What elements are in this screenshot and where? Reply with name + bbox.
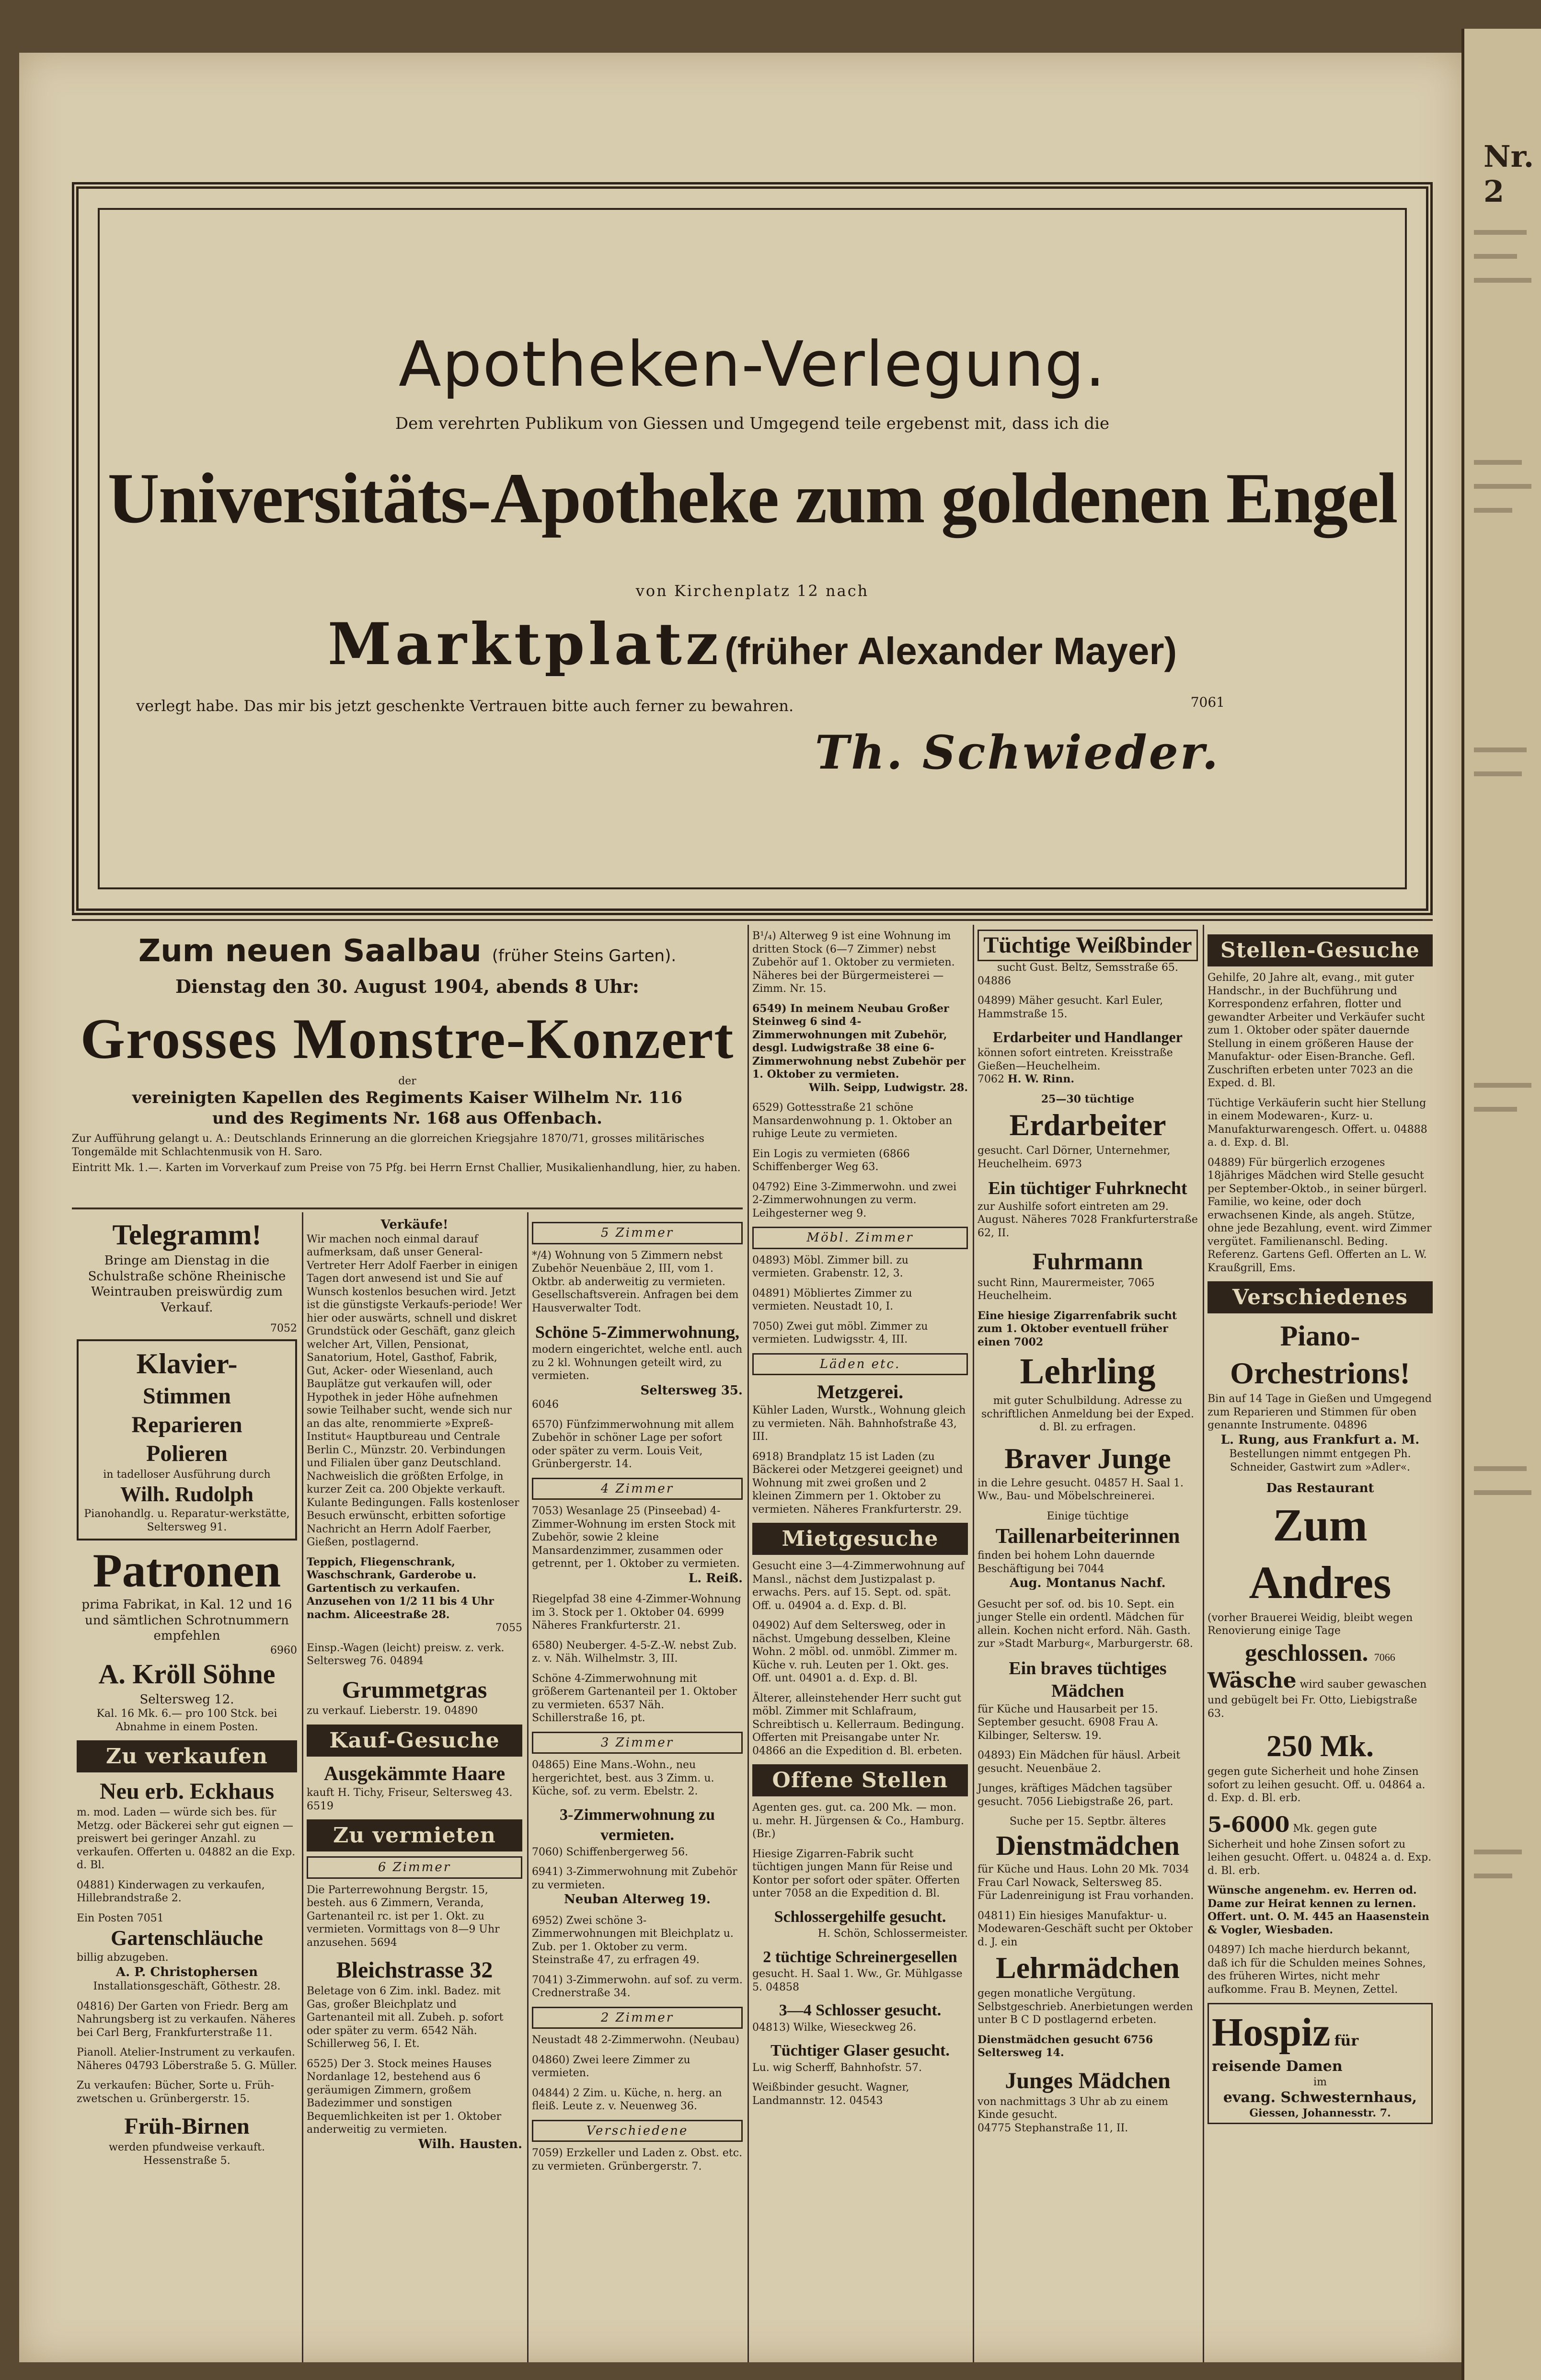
waesche-ad: Wäsche wird sauber gewaschen und gebügelt bei Fr. Otto, Liebigstraße 63.	[1208, 1668, 1427, 1720]
saalbau-advertisement	[72, 932, 743, 1175]
concert-program: Zur Aufführung gelangt u. A.: Deutschlands Erinnerung an die glorreichen Kriegsjahre 1870/71, grosses militärisches Tongemälde mit Schlachtenmusik von H. Saro.	[72, 1133, 704, 1158]
dienstmaedchen-heading: Dienstmädchen	[996, 1829, 1180, 1861]
column-rule	[973, 925, 974, 2362]
verkaeufe-text: Wir machen noch einmal darauf aufmerksam, daß unser General-Vertreter Herr Adolf Faerber in einigen Tagen dort anwesend ist und Sie auf Wunsch kostenlos besuchen wird. Jetzt ist die günstigste Verkaufs-periode! Wer hier oder auswärts, schnell und diskret Grundstück oder Geschäft, ganz gleich welcher Art, Villen, Pensionat, Sanatorium, Hotel, Gasthof, Fabrik, Gut, Acker- oder Wiesenland, auch Bauplätze gut verkaufen will, oder Hypothek in jeder Höhe aufnehmen sowie Teilhaber sucht, wende sich nur an das alte, renommierte »Expreß-Institut« Hauptbureau und Centrale Berlin C., Münzstr. 20. Verbindungen und Filialen über ganz Deutschland. Nachweislich die größten Erfolge, in kurzer Zeit ca. 200 Objekte verkauft. Kulante Bedingungen. Falls kostenloser Besuch erwünscht, erbitten sofortige Nachricht an Herrn Adolf Faerber, Gießen, postlagernd.	[307, 1233, 522, 1548]
birnen-heading: Früh-Birnen	[124, 2114, 250, 2139]
pharmacy-name: Universitäts-Apotheke zum goldenen Engel	[107, 459, 1397, 538]
braver-junge-text: in die Lehre gesucht. 04857 H. Saal 1. Ww., Bau- und Möbelschreinerei.	[978, 1477, 1184, 1502]
schreiner-text: gesucht. H. Saal 1. Ww., Gr. Mühlgasse 5. 04858	[752, 1968, 963, 1993]
erzkeller-ad: 7059) Erzkeller und Laden z. Obst. etc. zu vermieten. Grünbergerstr. 7.	[532, 2147, 743, 2173]
schlosser-text: 04813) Wilke, Wieseckweg 26.	[752, 2021, 917, 2034]
weissbinder-gesucht-ad: Weißbinder gesucht. Wagner, Landmannstr. 12. 04543	[752, 2081, 909, 2107]
text-line	[1474, 254, 1517, 259]
column-3	[532, 1217, 743, 2180]
andres-text: (vorher Brauerei Weidig, bleibt wegen Renovierung einige Tage	[1208, 1611, 1413, 1637]
schoene-vier-ad: Schöne 4-Zimmerwohnung mit größerem Gartenanteil per 1. Oktober zu vermieten. 6537 Näh. Schillerstraße 16, pt.	[532, 1672, 737, 1724]
sechs-zimmer-heading: 6 Zimmer	[307, 1856, 522, 1879]
mietgesuch-3: Älterer, alleinstehender Herr sucht gut möbl. Zimmer mit Schlafraum, Schreibtisch u. Kellerraum. Bedingung. Offerten mit Preisangabe unter Nr. 04866 an die Expedition d. Bl. erbeten.	[752, 1692, 965, 1757]
weissbinder-number: 04886	[978, 975, 1011, 987]
junges-maedchen-address: 04775 Stephanstraße 11, II.	[978, 2122, 1128, 2134]
dienstmaedchen-ad-2: Dienstmädchen gesucht 6756 Seltersweg 14.	[978, 2033, 1153, 2059]
birnen-text: werden pfundweise verkauft. Hessenstraße 5.	[108, 2141, 265, 2167]
verkaeuferin-ad: Tüchtige Verkäuferin sucht hier Stellung in einem Modewaren-, Kurz- u. Manufakturwarengesch. Offert. u. 04888 a. d. Exp. d. Bl.	[1208, 1097, 1427, 1149]
erdarbeiter2-heading: Erdarbeiter	[1009, 1108, 1166, 1142]
text-line	[1474, 1107, 1517, 1112]
lehrmaedchen-heading: Lehrmädchen	[996, 1951, 1180, 1985]
saalbau-der: der	[398, 1075, 416, 1087]
haare-number: 6519	[307, 1800, 334, 1812]
bleichstrasse-text: Beletage von 6 Zim. inkl. Badez. mit Gas, großer Bleichplatz und Gartenanteil mit all. Zubeh. p. sofort oder später zu verm. 6542 Näh. Schillerweg 56, I. Et.	[307, 1985, 504, 2050]
glaser-heading: Tüchtiger Glaser gesucht.	[770, 2042, 950, 2059]
nordanlage-ad: 6525) Der 3. Stock meines Hauses Nordanlage 12, bestehend aus 6 geräumigen Zimmern, großem Badezimmer und sonstigen Bequemlichkeiten ist per 1. Oktober anderweitig zu vermieten.	[307, 2058, 502, 2136]
erdarbeiter-heading: Erdarbeiter und Handlanger	[993, 1028, 1183, 1046]
grummetgras-heading: Grummetgras	[342, 1676, 487, 1703]
klavier-line: Polieren	[146, 1440, 228, 1466]
column-4	[752, 930, 968, 2107]
nordanlage-signature: Wilh. Hausten.	[418, 2137, 522, 2151]
column-2	[307, 1217, 522, 2152]
neustadt-moebl-ad: 04891) Möbliertes Zimmer zu vermieten. Neustadt 10, I.	[752, 1287, 912, 1312]
ad-number: 7061	[1190, 694, 1225, 710]
hospiz-for: für reisende Damen	[1212, 2033, 1359, 2075]
schoene-heading: Schöne 5-Zimmerwohnung,	[535, 1322, 740, 1342]
hospiz-im: im	[1313, 2076, 1327, 2088]
ad-new-location	[79, 610, 1426, 678]
bleichstrasse-heading: Bleichstrasse 32	[336, 1957, 493, 1983]
column-rule	[748, 925, 749, 2362]
text-line	[1474, 460, 1522, 465]
glaser-text: Lu. wig Scherff, Bahnhofstr. 57.	[752, 2061, 922, 2074]
rudolph-name: Wilh. Rudolph	[120, 1483, 253, 1506]
erdarbeiter-text: können sofort eintreten. Kreisstraße Gießen—Heuchelheim.	[978, 1047, 1173, 1072]
column-rule	[302, 1212, 303, 2362]
lehrmaedchen-text: gegen monatliche Vergütung. Selbstgeschrieb. Anerbietungen werden unter B C D postlagernd erbeten.	[978, 1988, 1193, 2026]
braver-junge-heading: Braver Junge	[1004, 1442, 1171, 1474]
divider	[72, 919, 1433, 921]
adjacent-page-number: Nr. 2	[1484, 139, 1534, 209]
klavier-heading: Klavier-	[136, 1347, 238, 1380]
dienstmaedchen-text: für Küche und Haus. Lohn 20 Mk. 7034 Frau Carl Nowack, Seltersweg 85.	[978, 1863, 1189, 1889]
zwei-zimmer-heading: 2 Zimmer	[532, 2007, 743, 2029]
text-line	[1474, 771, 1522, 776]
mietgesuch-2: 04902) Auf dem Seltersweg, oder in nächst. Umgebung desselben, Kleine Wohn. 2 möbl. od. unmöbl. Zimmer m. Küche v. ruh. Leuten per 1. Okt. ges. Off. unt. 04901 a. d. Exp. d. Bl.	[752, 1620, 958, 1684]
patronen-heading: Patronen	[92, 1544, 281, 1597]
gehilfe-ad: Gehilfe, 20 Jahre alt, evang., mit guter Handschr., in der Buchführung und Korrespondenz erfahren, flotter und gewandter Arbeiter und Verkäufer sucht zum 1. Oktober oder später dauernde Stellung in einem größeren Hause der Manufaktur- oder Eisen-Branche. Gefl. Zuschriften erbeten unter 7023 an die Exped. d. Bl.	[1208, 972, 1425, 1089]
concert-entry: Eintritt Mk. 1.—. Karten im Vorverkauf zum Preise von 75 Pfg. bei Herrn Ernst Challier, Musikalienhandlung, hier, zu haben.	[72, 1162, 741, 1174]
telegramm-heading: Telegramm!	[112, 1219, 262, 1251]
hospiz-ad	[1208, 2003, 1433, 2124]
drei-zimmer-heading: 3 Zimmer	[532, 1732, 743, 1754]
zigarrenfabrik-text: Eine hiesige Zigarrenfabrik sucht zum 1. Oktober eventuell früher einen 7002	[978, 1309, 1177, 1348]
piano-signature: L. Rung, aus Frankfurt a. M.	[1220, 1432, 1420, 1447]
column-rule	[527, 1212, 529, 2362]
gartenschlaeuche-heading: Gartenschläuche	[111, 1926, 263, 1950]
neuberger-ad: 6580) Neuberger. 4-5-Z.-W. nebst Zub. z. v. Näh. Wilhelmstr. 3, III.	[532, 1639, 737, 1665]
vier-zimmer-signature: L. Reiß.	[688, 1571, 743, 1586]
lehrling-text: mit guter Schulbildung. Adresse zu schriftlichen Anmeldung bei der Exped. d. Bl. zu erfragen.	[981, 1395, 1194, 1433]
geschlossen-heading: geschlossen. 7066	[1245, 1639, 1395, 1666]
kapellen-line2: und des Regiments Nr. 168 aus Offenbach.	[212, 1108, 603, 1128]
fuhrknecht-heading: Ein tüchtiger Fuhrknecht	[988, 1178, 1187, 1198]
moebl-zimmer-heading: Möbl. Zimmer	[752, 1227, 968, 1249]
klavier-line: Stimmen	[143, 1383, 231, 1409]
eckhaus-text: m. mod. Laden — würde sich bes. für Metzg. oder Bäckerei sehr gut eignen — preiswert bei geringer Anzahl. zu verkaufen. Offerten u. 04882 an die Exp. d. Bl.	[77, 1806, 296, 1871]
fuenf-zimmer-heading: 5 Zimmer	[532, 1222, 743, 1244]
weissbinder-heading: Tüchtige Weißbinder	[978, 930, 1198, 961]
piano-text: Bin auf 14 Tage in Gießen und Umgegend zum Reparieren und Stimmen für oben genannte Instrumente. 04896	[1208, 1393, 1432, 1431]
haare-text: kauft H. Tichy, Friseur, Seltersweg 43.	[307, 1787, 513, 1799]
section-verschiedenes: Verschiedenes	[1208, 1281, 1433, 1313]
marktplatz-text: Marktplatz	[327, 610, 723, 678]
teppich-number: 7055	[495, 1622, 522, 1634]
text-line	[1474, 230, 1527, 235]
junges-maedchen-text: von nachmittags 3 Uhr ab zu einem Kinde gesucht.	[978, 2095, 1168, 2121]
brandplatz-ad: 6918) Brandplatz 15 ist Laden (zu Bäckerei oder Metzgerei geeignet) und Wohnung mit zwei großen und 2 kleinen Zimmern per 1. Oktober zu vermieten. Näheres Frankfurterstr. 29.	[752, 1450, 963, 1516]
verkaeufe-heading: Verkäufe!	[380, 1218, 448, 1232]
eckhaus-heading: Neu erb. Eckhaus	[99, 1779, 275, 1804]
section-offene-stellen: Offene Stellen	[752, 1764, 968, 1796]
schiffenberger-ad: 7060) Schiffenbergerweg 56.	[532, 1846, 689, 1858]
metzgerei-heading: Metzgerei.	[816, 1381, 904, 1403]
neubau-alterweg: Neuban Alterweg 19.	[564, 1892, 711, 1907]
text-line	[1474, 747, 1527, 752]
ad-body-text: verlegt habe. Das mir bis jetzt geschenkte Vertrauen bitte auch ferner zu bewahren.	[136, 697, 794, 715]
mans-wohnung-ad: 04865) Eine Mans.-Wohn., neu hergerichtet, best. aus 3 Zimm. u. Küche, sof. zu verm. Ebelstr. 2.	[532, 1759, 714, 1797]
kinderwagen-ad: 04881) Kinderwagen zu verkaufen, Hillebrandstraße 2.	[77, 1879, 265, 1904]
weissbinder-text: sucht Gust. Beltz, Semsstraße 65.	[997, 962, 1178, 974]
buecher-ad: Zu verkaufen: Bücher, Sorte u. Früh-zwetschen u. Grünbergerstr. 15.	[77, 2080, 275, 2105]
lehrmaedchen-pre: 04811) Ein hiesiges Manufaktur- u. Modewaren-Geschäft sucht per Oktober d. J. ein	[978, 1909, 1193, 1948]
hospiz-text: evang. Schwesternhaus,	[1223, 2089, 1417, 2106]
logis-ad: Ein Logis zu vermieten (6866 Schiffenberger Weg 63.	[752, 1148, 910, 1173]
empfang-ad: Einsp.-Wagen (leicht) preisw. z. verk. Seltersweg 76. 04894	[307, 1642, 505, 1667]
schoene-text: modern eingerichtet, welche entl. auch zu 2 kl. Wohnungen geteilt wird, zu vermieten.	[532, 1344, 743, 1382]
erdarbeiter-signature: 7062 H. W. Rinn.	[978, 1073, 1074, 1085]
schlosser-heading: 3—4 Schlosser gesucht.	[779, 2001, 942, 2019]
klavier-note: in tadelloser Ausführung durch	[103, 1468, 271, 1481]
erdarbeiter2-count: 25—30 tüchtige	[1041, 1092, 1135, 1105]
adjacent-page-edge	[1461, 29, 1541, 2380]
schoene-number: 6046	[532, 1399, 559, 1411]
gartenschlaeuche-text: billig abzugeben.	[77, 1952, 169, 1964]
text-line	[1474, 508, 1512, 513]
andres-heading: Zum Andres	[1249, 1499, 1392, 1608]
mk5000-ad: 5-6000 Mk. gegen gute Sicherheit und hohe Zinsen sofort zu leihen gesucht. Offert. u. 04824 a. d. Exp. d. Bl. erb.	[1208, 1812, 1432, 1877]
maedchen-ad-2: 04893) Ein Mädchen für häusl. Arbeit gesucht. Neuenbäue 2.	[978, 1749, 1181, 1775]
atelier-ad: Pianoll. Atelier-Instrument zu verkaufen. Näheres 04793 Löberstraße 5. G. Müller.	[77, 2047, 297, 2072]
section-stellen-gesuche: Stellen-Gesuche	[1208, 934, 1433, 966]
section-zu-vermieten: Zu vermieten	[307, 1819, 522, 1851]
neubau-steinweg-ad: 6549) In meinem Neubau Großer Steinweg 6 sind 4-Zimmerwohnungen mit Zubehör, desgl. Ludwigstraße 38 eine 6-Zimmerwohnung nebst Zubehör per 1. Oktober zu vermieten.	[752, 1002, 966, 1081]
advertisement-border	[98, 208, 1407, 889]
hospiz-heading: Hospiz	[1212, 2010, 1331, 2055]
column-rule	[1203, 925, 1204, 2362]
neustadt-ad: Neustadt 48 2-Zimmerwohn. (Neubau)	[532, 2034, 739, 2046]
alterweg-ad: B¹/₄) Alterweg 9 ist eine Wohnung im dritten Stock (6—7 Zimmer) nebst Zubehör auf 1. Oktober zu vermieten. Näheres bei der Bürgermeisterei — Zimm. Nr. 15.	[752, 930, 955, 995]
telegramm-text: Bringe am Dienstag in die Schulstraße schöne Rheinische Weintrauben preiswürdig zum Verkauf.	[88, 1253, 286, 1315]
text-line	[1474, 1874, 1512, 1878]
fuhrmann-heading: Fuhrmann	[1032, 1248, 1143, 1275]
lehrling-heading: Lehrling	[1020, 1351, 1156, 1391]
text-line	[1474, 278, 1531, 283]
berg-garden-ad: 04816) Der Garten von Friedr. Berg am Nahrungsberg ist zu verkaufen. Näheres bei Carl Berg, Frankfurterstraße 11.	[77, 2000, 296, 2039]
orchestrions-heading: Orchestrions!	[1230, 1356, 1410, 1390]
metzgerei-text: Kühler Laden, Wurstk., Wohnung gleich zu vermieten. Näh. Bahnhofstraße 43, III.	[752, 1404, 966, 1443]
kroell-name: A. Kröll Söhne	[98, 1658, 276, 1690]
taillen-pre: Einige tüchtige	[1046, 1510, 1129, 1522]
neuenweg-ad: 04844) 2 Zim. u. Küche, n. herg. an fleiß. Leute z. v. Neuenweg 36.	[532, 2087, 722, 2112]
meynen-ad: 04897) Ich mache hierdurch bekannt, daß ich für die Schulden meines Sohnes, des früheren Wirtes, nicht mehr aufkomme. Frau B. Meynen, Zettel.	[1208, 1944, 1426, 1996]
fuhrknecht-text: zur Aushilfe sofort eintreten am 29. August. Näheres 7028 Frankfurterstraße 62, II.	[978, 1200, 1198, 1239]
piano-heading: Piano-	[1280, 1320, 1360, 1352]
saalbau-date: Dienstag den 30. August 1904, abends 8 Uhr:	[175, 976, 639, 997]
agenten-ad: Agenten ges. gut. ca. 200 Mk. — mon. u. mehr. H. Jürgensen & Co., Hamburg. (Br.)	[752, 1802, 964, 1840]
maeher-ad: 04899) Mäher gesucht. Karl Euler, Hammstraße 15.	[978, 995, 1163, 1020]
hospiz-address: Giessen, Johannesstr. 7.	[1249, 2106, 1391, 2119]
ad-from-address: von Kirchenplatz 12 nach	[635, 582, 869, 600]
ad-signature: Th. Schwieder.	[815, 725, 1220, 780]
column-1	[77, 1217, 297, 2167]
telegramm-number: 7052	[270, 1322, 297, 1334]
verschiedene-heading: Verschiedene	[532, 2120, 743, 2142]
christophersen-name: A. P. Christophersen	[115, 1965, 258, 1979]
piano-address: Bestellungen nimmt entgegen Ph. Schneider, Gastwirt zum »Adler«.	[1229, 1448, 1411, 1473]
rudolph-address: Pianohandlg. u. Reparatur-werkstätte, Seltersweg 91.	[84, 1508, 290, 1533]
maedchen-heading: Ein braves tüchtiges Mädchen	[1009, 1658, 1167, 1701]
zigarren-fabrik-ad: Hiesige Zigarren-Fabrik sucht tüchtigen jungen Mann für Reise und Kontor per sofort oder später. Offerten unter 7058 an die Expedition d. Bl.	[752, 1848, 960, 1899]
klavier-ad	[77, 1339, 297, 1541]
drei-zimmer-wohnung-heading: 3-Zimmerwohnung zu vermieten.	[560, 1805, 715, 1844]
schlossergehilfe-heading: Schlossergehilfe gesucht.	[774, 1908, 946, 1926]
text-line	[1474, 484, 1531, 489]
schoene-signature: Seltersweg 35.	[640, 1383, 743, 1398]
fuenf-zimmer-ad: */4) Wohnung von 5 Zimmern nebst Zubehör Neuenbäue 2, III, vom 1. Oktbr. ab anderweitig zu vermieten. Gesellschaftsverein. Anfragen bei dem Hausverwalter Todt.	[532, 1249, 739, 1314]
mietgesuch-1: Gesucht eine 3—4-Zimmerwohnung auf Mansl., nächst dem Justizpalast p. erwachs. Pers. auf 15. Sept. od. spät. Off. u. 04904 a. d. Exp. d. Bl.	[752, 1560, 965, 1612]
stelle-ad: Gesucht per sof. od. bis 10. Sept. ein junger Stelle ein ordentl. Mädchen für allein. Kochen nicht erford. Näh. Gasth. zur »Stadt Marburg«, Marburgerstr. 68.	[978, 1598, 1193, 1650]
maedchen-ad-3: Junges, kräftiges Mädchen tagsüber gesucht. 7056 Liebigstraße 26, part.	[978, 1782, 1173, 1808]
grummetgras-text: zu verkauf. Lieberstr. 19. 04890	[307, 1705, 478, 1717]
kroell-price: Kal. 16 Mk. 6.— pro 100 Stck. bei Abnahme in einem Posten.	[96, 1708, 277, 1733]
fuhrmann-text: sucht Rinn, Maurermeister, 7065 Heuchelheim.	[978, 1276, 1155, 1302]
taillen-heading: Taillenarbeiterinnen	[995, 1524, 1180, 1548]
dienst-pre: Suche per 15. Septbr. älteres	[1009, 1816, 1166, 1828]
taillen-signature: Aug. Montanus Nachf.	[1010, 1576, 1166, 1590]
section-kauf-gesuche: Kauf-Gesuche	[307, 1725, 522, 1757]
text-line	[1474, 1083, 1531, 1088]
seipp-signature: Wilh. Seipp, Ludwigstr. 28.	[809, 1081, 968, 1094]
mk250-text: gegen gute Sicherheit und hohe Zinsen sofort zu leihen gesucht. Off. u. 04864 a. d. Exp. d. Bl. erb.	[1208, 1766, 1426, 1804]
haare-heading: Ausgekämmte Haare	[323, 1762, 506, 1785]
ad-headline: Apotheken-Verlegung.	[398, 328, 1106, 401]
crednerstrasse-ad: 7041) 3-Zimmerwohn. auf sof. zu verm. Crednerstraße 34.	[532, 1974, 743, 1999]
section-zu-verkaufen: Zu verkaufen	[77, 1740, 297, 1772]
gartenschlaeuche-pre: Ein Posten 7051	[77, 1912, 164, 1924]
gottesstrasse-ad: 6529) Gottesstraße 21 schöne Mansardenwohnung p. 1. Oktober an ruhige Leute zu vermieten.	[752, 1102, 953, 1140]
erdarbeiter2-text: gesucht. Carl Dörner, Unternehmer, Heuchelheim. 6973	[978, 1145, 1171, 1170]
patronen-text: prima Fabrikat, in Kal. 12 und 16 und sämtlichen Schrotnummern empfehlen	[81, 1598, 292, 1643]
fuenf-zimmer-ad-2: 6570) Fünfzimmerwohnung mit allem Zubehör in schöner Lage per sofort oder später zu verm. Louis Veit, Grünbergerstr. 14.	[532, 1418, 734, 1470]
steinstrasse-ad: 6952) Zwei schöne 3-Zimmerwohnungen mit Bleichplatz u. Zub. per 1. Oktober zu verm. Steinstraße 47, zu erfragen 49.	[532, 1914, 734, 1966]
saalbau-title: Zum neuen Saalbau (früher Steins Garten).	[138, 933, 677, 969]
vier-zimmer-ad: 7053) Wesanlage 25 (Pinseebad) 4-Zimmer-Wohnung im ersten Stock mit Zubehör, sowie 2 kleine Mansardenzimmer, zusammen oder getrennt, per 1. Oktober zu vermieten.	[532, 1505, 740, 1570]
vier-zimmer-heading: 4 Zimmer	[532, 1478, 743, 1500]
column-5	[978, 930, 1198, 2135]
laeden-heading: Läden etc.	[752, 1353, 968, 1376]
riegelpfad-ad: Riegelpfad 38 eine 4-Zimmer-Wohnung im 3. Stock per 1. Oktober 04. 6999 Näheres Frankfurterstr. 21.	[532, 1593, 741, 1632]
junges-maedchen-heading: Junges Mädchen	[1005, 2068, 1171, 2093]
newspaper-page	[19, 53, 1461, 2362]
apotheke-advertisement	[72, 182, 1433, 915]
divider	[72, 1207, 743, 1209]
text-line	[1474, 1850, 1522, 1854]
schlossergehilfe-text: H. Schön, Schlossermeister.	[817, 1928, 968, 1940]
grabenstrasse-ad: 04893) Möbl. Zimmer bill. zu vermieten. Grabenstr. 12, 3.	[752, 1254, 908, 1279]
maedchen-text: für Küche und Hausarbeit per 15. September gesucht. 6908 Frau A. Kilbinger, Seltersw. 19.	[978, 1703, 1159, 1742]
section-mietgesuche: Mietgesuche	[752, 1523, 968, 1555]
patronen-number: 6960	[270, 1644, 297, 1656]
maedchen-stelle-ad: 04889) Für bürgerlich erzogenes 18jähriges Mädchen wird Stelle gesucht per September-Oktob., in seiner bürgerl. Familie, wo keine, oder doch erwachsenen Kinde, als angeh. Stütze, ohne jede Bezahlung, event. wird Zimmer vergütet. Familienanschl. Beding. Referenz. Gartens Gefl. Offerten an L. W. Kraußgrill, Ems.	[1208, 1156, 1432, 1274]
concert-title: Grosses Monstre-Konzert	[80, 1006, 735, 1070]
mk250-heading: 250 Mk.	[1266, 1729, 1374, 1763]
kroell-address: Seltersweg 12.	[139, 1692, 234, 1707]
kapellen-line1: vereinigten Kapellen des Regiments Kaiser Wilhelm Nr. 116	[132, 1088, 683, 1107]
ad-intro: Dem verehrten Publikum von Giessen und Umgegend teile ergebenst mit, dass ich die	[395, 414, 1110, 433]
teppich-ad: Teppich, Fliegenschrank, Waschschrank, Garderobe u. Gartentisch zu verkaufen. Anzusehen von 1/2 11 bis 4 Uhr nachm. Aliceestraße 28.	[307, 1555, 494, 1621]
ludwigsstrasse-ad: 7050) Zwei gut möbl. Zimmer zu vermieten. Ludwigsstr. 4, III.	[752, 1320, 928, 1345]
leihgesterner-ad: 04792) Eine 3-Zimmerwohn. und zwei 2-Zimmerwohnungen zu verm. Leihgesterner weg 9.	[752, 1181, 957, 1219]
text-line	[1474, 1490, 1531, 1495]
taillen-text: finden bei hohem Lohn dauernde Beschäftigung bei 7044	[978, 1550, 1155, 1575]
dienstmaedchen-text-2: Für Ladenreinigung ist Frau vorhanden.	[978, 1890, 1194, 1902]
former-owner-text: (früher Alexander Mayer)	[724, 630, 1177, 672]
text-line	[1474, 1466, 1527, 1471]
column-6	[1208, 930, 1433, 2124]
klavier-line: Reparieren	[131, 1412, 242, 1437]
restaurant-pre: Das Restaurant	[1266, 1481, 1374, 1495]
drei-zimmer-zubehoer-ad: 6941) 3-Zimmerwohnung mit Zubehör zu vermieten.	[532, 1866, 737, 1891]
schreiner-heading: 2 tüchtige Schreinergesellen	[763, 1948, 957, 1966]
leere-zimmer-ad: 04860) Zwei leere Zimmer zu vermieten.	[532, 2054, 690, 2079]
christophersen-address: Installationsgeschäft, Göthestr. 28.	[93, 1980, 281, 1992]
sechs-zimmer-text: Die Parterrewohnung Bergstr. 15, besteh. aus 6 Zimmern, Veranda, Gartenanteil rc. ist per 1. Okt. zu vermieten. Vormittags von 8—9 Uhr anzusehen. 5694	[307, 1884, 500, 1949]
heirat-ad: Wünsche angenehm. ev. Herren od. Dame zur Heirat kennen zu lernen. Offert. unt. O. M. 445 an Haasenstein & Vogler, Wiesbaden.	[1208, 1884, 1429, 1936]
